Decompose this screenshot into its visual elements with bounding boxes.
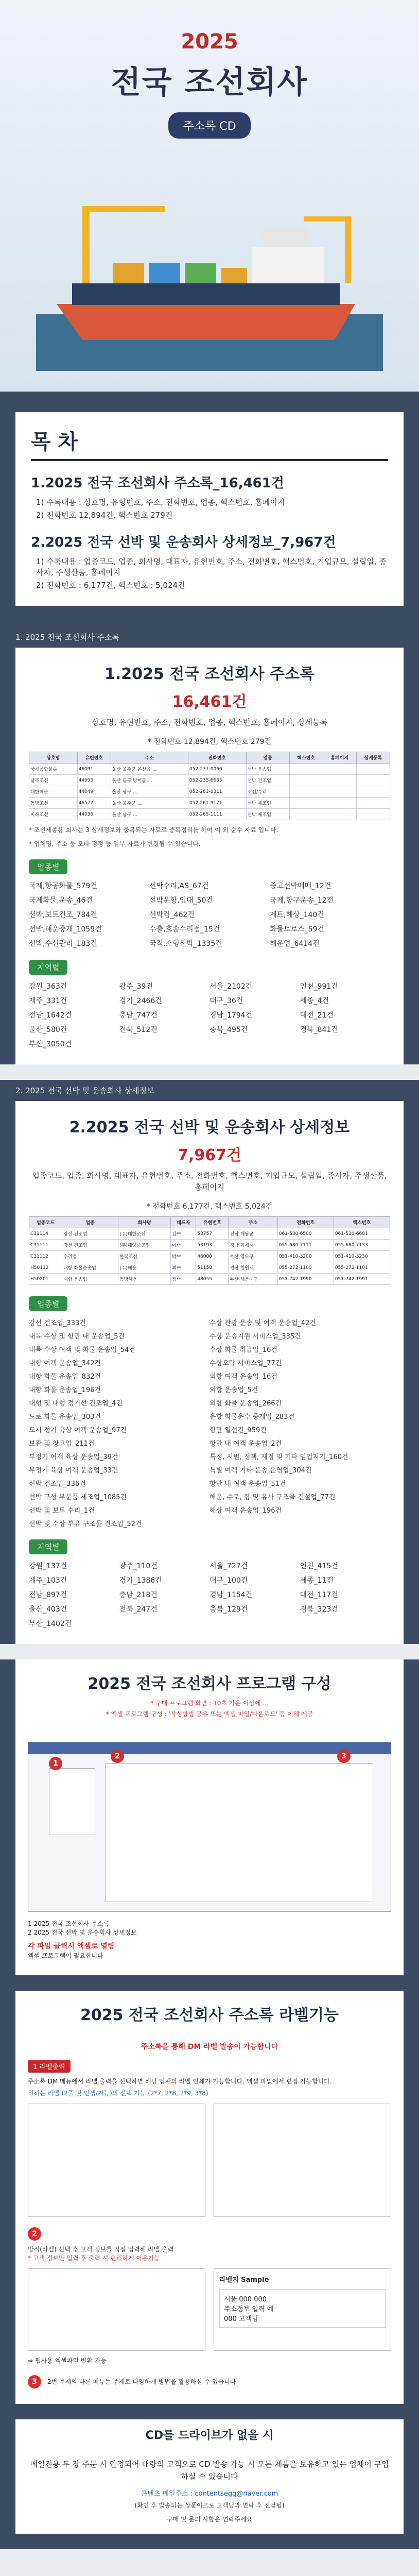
label-section [0,1991,419,2419]
list-item: 내륙 수상 여객 및 화물 운송업_54건 [29,1346,135,1354]
section-1-table-body [29,764,390,820]
list-item: 항만 내 여객 운송업_51건 [210,1480,286,1488]
table-header: 핵스번호 [289,752,323,764]
list-item: 외항 운송업_5건 [210,1386,258,1394]
list-item: 경남_1794건 [210,1011,253,1020]
program-caption-b: 2 2025 전국 선박 및 운송회사 상세정보 [28,1929,137,1936]
delivery-note: (확인 후 발송되는 상품이므로 고객님과 연락 후 전달됨) [134,2502,285,2509]
delivery-header [15,2419,404,2450]
program-caption-c: 각 파일 클릭시 엑셀로 열림 [28,1942,115,1951]
section-2-card [15,1101,404,1644]
table-cell: 부산 영도구 [229,1251,277,1262]
toc-s1-item: 1) 수록내용 : 상호명, 유형번호, 주소, 전화번호, 업종, 핵스번호, 홈페이지 [36,498,285,507]
list-item: 전북_247건 [119,1605,158,1614]
table-cell [356,764,390,775]
delivery-emails[interactable]: 콘텐츠 메일주소 : contentsegg@naver.com [141,2490,278,2498]
hero [0,0,419,392]
table-cell [289,775,323,786]
table-cell: 51150 [196,1262,229,1274]
toc-s2-item: 2) 전화번호 : 6,177건, 핵스번호 : 5,024건 [36,581,185,590]
label-step-2-note: * 고객 정보만 입력 후 출력 시 편리하게 이용가능 [28,2255,160,2262]
table-cell: 055-680-7111 [277,1240,334,1251]
table-cell [323,809,356,820]
list-item: 세종_4건 [300,997,329,1005]
table-header: 업종코드 [29,1217,62,1228]
list-item: 서울_2102건 [210,982,253,991]
section-1-category-list [29,880,390,948]
table-cell: 강선 건조업 [62,1228,118,1240]
section-2-note: * 전화번호 6,177건, 핵스번호 5,024건 [146,1202,273,1211]
table-header: 상세등록 [356,752,390,764]
list-item: 보관 및 창고업_211건 [29,1440,95,1448]
list-item: 국제화물,운송_46건 [29,896,93,905]
table-cell: 선박 운송업 [246,764,289,775]
label-title: 2025 전국 조선회사 주소록 라벨기능 [80,2006,339,2024]
section-1-category-label: 업종별 [29,859,67,874]
table-cell: 061-530-6601 [334,1228,390,1240]
table-header: 업종 [62,1217,118,1228]
table-cell [289,764,323,775]
table-cell: 조선/수리 [246,786,289,798]
section-1-note: * 전화번호 12,894건, 핵스번호 279건 [147,738,272,746]
table-row [29,1274,390,1285]
marker-1: 1 [49,1757,62,1770]
list-item: 경기_2466건 [119,997,162,1005]
table-cell: 미래조선 [29,809,78,820]
table-cell: 남해조선 [29,775,78,786]
table-cell: 052-261-9171 [188,798,246,809]
label-footnote: ⇒ 웹사용 엑셀파일 변환 가능 [28,2357,107,2364]
list-item: 선박수리,AS_67건 [149,882,209,890]
table-header: 홈페이지 [323,752,356,764]
list-item: 대전_117건 [300,1591,338,1599]
table-cell: 김** [171,1228,196,1240]
table-cell: 051-742-1990 [277,1274,334,1285]
table-cell [356,798,390,809]
section-1-fields: 상호명, 유현번호, 주소, 전화번호, 업종, 핵스번호, 홈페이지, 상세등록 [92,718,327,727]
section-1-title: 1.2025 전국 조선회사 주소록 [104,665,315,683]
table-cell: 052-261-0311 [188,786,246,798]
label-sample [214,2268,391,2351]
program-screenshot [28,1742,391,1912]
list-item: 경북_323건 [300,1605,338,1614]
label-option-panel [28,2104,205,2217]
table-cell: 055-680-7133 [334,1240,390,1251]
table-cell [356,786,390,798]
program-file-list [49,1768,95,1835]
table-cell: 선박 제조업 [246,809,289,820]
list-item: 내륙 수상 및 항만 내 운송업_5건 [29,1333,125,1341]
table-cell: (주)대한조선 [118,1228,171,1240]
label-step-2-desc: 방식(라벨) 선택 후 고객 정보를 직접 입력해 라벨 출력 [28,2246,174,2253]
table-row [29,786,390,798]
table-cell: 052-235-6633 [188,775,246,786]
list-item: 제주_103건 [29,1577,67,1585]
label-step-3 [28,2375,391,2388]
list-item: 해상 여객 운송업_196건 [210,1507,282,1515]
table-cell: 박** [171,1251,196,1262]
label-sample-box [219,2289,386,2328]
label-step-2 [28,2227,391,2365]
table-cell: 44993 [77,775,111,786]
table-cell: 울산 남구 ... [111,786,188,798]
table-cell [323,798,356,809]
list-item: 수상 화물 취급업_16건 [210,1346,277,1354]
table-cell: 055-272-1101 [334,1262,390,1274]
table-cell [323,786,356,798]
table-cell [356,775,390,786]
list-item: 선박,수선관리_183건 [29,940,97,948]
list-item: 내항 화물 운송업_832건 [29,1373,101,1381]
table-header: 상호명 [29,752,78,764]
list-item: 부정기 육상 여객 운송업_33건 [29,1467,118,1475]
program-section [0,1659,419,1991]
list-item: 부산_1402건 [29,1620,72,1628]
table-cell: 46091 [77,764,111,775]
program-body [15,1730,404,1975]
table-cell: 국제종합물류 [29,764,78,775]
delivery-section [0,2419,419,2549]
list-item: 수상오락 서비스업_77건 [210,1360,282,1367]
list-item: 인천_991건 [300,982,338,991]
table-cell: (주)해양중공업 [118,1240,171,1251]
table-cell: 전남 해남군 [229,1228,277,1240]
delivery-title: CD를 드라이브가 없을 시 [145,2429,274,2442]
list-item: 광주_110건 [119,1562,158,1570]
table-row [29,764,390,775]
section-2-category-list [29,1317,390,1528]
table-row [29,1262,390,1274]
list-item: 선박,해운중개_1059건 [29,925,102,934]
list-item: 충남_218건 [119,1591,158,1599]
section-2-table [29,1216,390,1285]
list-item: 제주_331건 [29,997,67,1005]
section-2-table-body [29,1228,390,1285]
label-step-1-images [28,2104,391,2217]
table-cell: 동방조선 [29,798,78,809]
table-cell [356,809,390,820]
list-item: 국적,소형선박_1335건 [149,940,222,948]
section-2 [0,1080,419,1644]
section-2-title: 2.2025 전국 선박 및 운송회사 상세정보 [69,1118,350,1137]
label-step-1-desc: 주소록 DM 메뉴에서 라벨 출력을 선택하면 해당 업체의 라벨 인쇄가 가능합니다. 엑셀 파일에서 편집 가능합니다. [28,2078,332,2085]
table-row [29,798,390,809]
hero-title: 전국 조선회사 [111,64,308,100]
table-cell: H50112 [29,1262,62,1274]
list-item: 경기_1386건 [119,1577,162,1585]
program-caption-d: 엑셀 프로그램이 필요합니다 [28,1952,103,1959]
label-step-1-note: 원하는 라벨 (2줄 및 인생/기능)의 선택 가능 (2*7, 2*8, 2*9, 3*8) [28,2090,208,2097]
section-1-card [15,648,404,1064]
list-item: 선박 구성 부분품 제조업_1085건 [29,1494,127,1501]
list-item: 인천_415건 [300,1562,338,1570]
table-cell: 울산 울주군 ... [111,798,188,809]
table-cell: 한국조선 [118,1251,171,1262]
table-cell: 이** [171,1240,196,1251]
label-preview-panel [214,2104,391,2217]
section-2-count: 7,967건 [178,1146,241,1164]
table-cell: 최** [171,1262,196,1274]
table-cell [289,786,323,798]
list-item: 도시 정기 육상 여객 운송업_97건 [29,1427,127,1434]
hero-subtitle: 주소록 CD [168,112,250,139]
table-cell: C31114 [29,1228,62,1240]
label-step-2-images [28,2268,391,2351]
list-item: 선박,보트건조_784건 [29,911,97,919]
list-item: 광주_39건 [119,982,153,991]
list-item: 도로 화물 운송업_303건 [29,1413,101,1421]
list-item: 내항 화물 운송업_196건 [29,1386,101,1394]
list-item: 세종_11건 [300,1577,334,1585]
toc-wrapper [0,392,419,626]
table-cell: 내항 화물운송업 [62,1262,118,1274]
list-item: 선박 건조업_336건 [29,1480,86,1488]
table-header: 유현번호 [196,1217,229,1228]
table-cell: 53193 [196,1240,229,1251]
table-cell [323,764,356,775]
program-note-2: * 엑셀 프로그램 구성 : '작성방법 공유 또는 엑셀 파일/다운로드' 등 이해 제공 [106,1710,313,1718]
list-item: 대형 및 대형 정기선 건조업_4건 [29,1400,123,1408]
table-cell: 052-237-0066 [188,764,246,775]
toc-s2-item: 1) 수록내용 : 업종코드, 업종, 회사명, 대표자, 유현번호, 주소, 전화번호, 핵스번호, 기업규모, 설립일, 종사자, 주생산품, 홈페이지 [36,557,387,577]
table-cell: 051-410-3230 [334,1251,390,1262]
program-sheet-preview [106,1763,373,1902]
list-item: 수상 운송지원 서비스업_335건 [210,1333,301,1341]
table-header: 업종 [246,752,289,764]
label-step-3-desc: 2번 주제의 다른 메뉴는 주제로 다양하게 방법을 활용하실 수 있습니다 [47,2378,236,2385]
label-sample-line: 서울 000 000 [224,2296,267,2303]
section-2-region-list [29,1561,390,1629]
section-1-band: 1. 2025 전국 조선회사 주소록 [15,633,119,642]
table-cell: H50201 [29,1274,62,1285]
table-cell: 055-272-1100 [277,1262,334,1274]
toc [15,412,404,606]
table-cell: 052-265-1111 [188,809,246,820]
toc-s1-item: 2) 전화번호 12,894건, 핵스번호 279건 [36,511,173,520]
list-item: 대전_21건 [300,1011,334,1020]
table-cell: 051-742-1991 [334,1274,390,1285]
label-sample-line: 000 고객님 [224,2315,258,2323]
marker-2: 2 [111,1750,124,1763]
table-cell: (주)해운 [118,1262,171,1274]
table-cell: 울산 동구 방어동 ... [111,775,188,786]
table-header: 전화번호 [277,1217,334,1228]
table-header: 핵스번호 [334,1217,390,1228]
table-cell: 선박 건조업 [246,775,289,786]
table-cell: 48055 [196,1274,229,1285]
section-1-count: 16,461건 [172,693,247,711]
table-cell: 선박 제조업 [246,798,289,809]
list-item: 제트,해상_140건 [270,911,324,919]
table-header: 전화번호 [188,752,246,764]
list-item: 항만 내 여객 운송업_2건 [210,1440,282,1448]
label-header [15,1991,404,2036]
list-item: 내항 여객 운송업_342건 [29,1360,101,1367]
program-header [15,1659,404,1730]
section-1-region-list [29,981,390,1049]
table-header: 회사명 [118,1217,171,1228]
table-cell: 동방해운 [118,1274,171,1285]
section-1-note-a: * 조선세종용 회사는 3 상세정보와 중복되는 자료로 중복정리를 하여 이 외 순수 자료 입니다. [29,826,278,834]
program-caption-a: 1 2025 전국 조선회사 주소록 [28,1920,109,1927]
section-1-table [29,752,390,820]
list-item: 경남_1154건 [210,1591,253,1599]
hero-year: 2025 [181,30,238,54]
section-1-region-label: 지역별 [29,960,67,975]
list-item: 충북_129건 [210,1605,248,1614]
list-item: 운항 화물운수 중개업_283건 [210,1413,295,1421]
list-item: 충남_747건 [119,1011,158,1020]
delivery-body [15,2450,404,2534]
list-item: 선박 및 보트 수리_1건 [29,1507,95,1515]
section-2-band: 2. 2025 전국 선박 및 운송회사 상세정보 [15,1086,154,1095]
table-row [29,775,390,786]
list-item: 해운, 수로, 항 및 유사 구조물 건설업_77건 [210,1494,336,1501]
list-item: 특별 여객 기타 운송 운영업_304건 [210,1467,312,1475]
list-item: 강선 건조업_333건 [29,1319,86,1327]
list-item: 수출,호송수리점_15건 [149,925,220,934]
list-item: 대구_100건 [210,1577,248,1585]
table-row [29,809,390,820]
label-sample-line: 주소정보 입력 예 [224,2306,274,2313]
label-step-1 [28,2060,391,2217]
section-2-category-label: 업종별 [29,1296,67,1311]
table-cell: 내항 운송업 [62,1274,118,1285]
label-step-2-marker: 2 [28,2227,41,2241]
list-item: 부산_3050건 [29,1040,72,1048]
table-cell [289,809,323,820]
table-cell: 대한해운 [29,786,78,798]
table-cell: 부산 해운대구 [229,1274,277,1285]
toc-section-1[interactable]: 1.2025 전국 조선회사 주소록_16,461건 [31,476,284,491]
table-cell: 061-530-6500 [277,1228,334,1240]
table-header: 주소 [111,752,188,764]
table-cell [323,775,356,786]
toc-section-2[interactable]: 2.2025 전국 선박 및 운송회사 상세정보_7,967건 [31,535,336,550]
list-item: 화물트로스_59건 [270,925,324,934]
label-intro: 주소록을 통해 DM 라벨 발송이 가능합니다 [141,2043,278,2051]
table-cell: 44036 [77,809,111,820]
label-step-1-title: 1 라벨출력 [28,2060,71,2073]
list-item: 국제,항공화물_579건 [29,882,97,890]
label-body [15,2036,404,2404]
table-cell: C31111 [29,1240,62,1251]
list-item: 울산_580건 [29,1026,67,1034]
list-item: 부정기 여객 육상 운송업_39건 [29,1453,118,1461]
list-item: 대구_36건 [210,997,243,1005]
program-note-1: * 구매 프로그램 화면 : 10초 가운 이상에 ... [150,1700,269,1707]
list-item: 경북_841건 [300,1026,338,1034]
table-cell [289,798,323,809]
list-item: 충북_495건 [210,1026,248,1034]
table-row [29,1228,390,1240]
list-item: 전남_1642건 [29,1011,72,1020]
table-cell: 정** [171,1274,196,1285]
ship-illustration [36,185,383,371]
section-2-fields: 업종코드, 업종, 회사명, 대표자, 유현번호, 주소, 전화번호, 핵스번호, 기업규모, 설립일, 종사자, 주생산품, 홈페이지 [32,1171,387,1192]
table-cell: 46000 [196,1251,229,1262]
table-cell: 46577 [77,798,111,809]
table-cell: 울산 남구 ... [111,809,188,820]
table-cell: 44049 [77,786,111,798]
section-2-region-label: 지역별 [29,1539,67,1554]
table-cell: 강선 건조업 [62,1240,118,1251]
list-item: 항만 일선건_959건 [210,1427,267,1434]
table-header: 대표자 [171,1217,196,1228]
table-cell: 경남 창원시 [229,1262,277,1274]
list-item: 선박운항,임대_50건 [149,896,213,905]
table-cell: C31112 [29,1251,62,1262]
list-item: 외항 화물 운송업_266건 [210,1400,282,1408]
marker-3: 3 [337,1750,351,1763]
label-sample-title: 라벨지 Sample [219,2276,269,2284]
list-item: 울산_403건 [29,1605,67,1614]
table-cell: 경남 거제시 [229,1240,277,1251]
list-item: 해운업_6414건 [270,940,320,948]
label-input-dialog [28,2268,205,2351]
list-item: 강원_363건 [29,982,67,991]
label-step-3-marker: 3 [28,2375,41,2388]
table-row [29,1240,390,1251]
delivery-text: 메일전용 두 장 주문 시 안정되어 대량의 고객으로 CD 발송 가능 시 모든 제품을 보유하고 있는 업체이 구입하실 수 있습니다 [30,2460,389,2481]
table-cell: 수리업 [62,1251,118,1262]
list-item: 선박컴_462건 [149,911,195,919]
table-header: 유현번호 [77,752,111,764]
list-item: 국제,항구운송_12건 [270,896,334,905]
table-cell: 051-410-3200 [277,1251,334,1262]
list-item: 수상 관광 운송 및 여객 운송업_42건 [210,1319,316,1327]
program-window-titlebar [28,1742,391,1754]
table-row [29,1251,390,1262]
list-item: 강원_137건 [29,1562,67,1570]
list-item: 서울_727건 [210,1562,248,1570]
list-item: 중고선박매매_12건 [270,882,331,890]
table-header: 주소 [229,1217,277,1228]
table-cell: 울산 울주군 온산읍 ... [111,764,188,775]
list-item: 전남_897건 [29,1591,67,1599]
list-item: 특정, 시범, 정책, 재정 및 기타 임업지기_160건 [210,1453,348,1461]
section-1 [0,626,419,1064]
toc-heading: 목 차 [31,426,388,461]
program-title: 2025 전국 조선회사 프로그램 구성 [88,1675,331,1693]
section-1-note-b: * 업체명, 주소 등 오타 정정 등 일부 자료가 변경될 수 있습니다. [29,840,201,848]
list-item: 외항 여객 운송업_16건 [210,1373,277,1381]
table-cell: 58757 [196,1228,229,1240]
list-item: 선박 및 수상 부유 구조물 건조업_52건 [29,1520,142,1528]
list-item: 전북_512건 [119,1026,158,1034]
delivery-order: 구매 및 문의 사항은 연락주세요 [167,2516,252,2523]
